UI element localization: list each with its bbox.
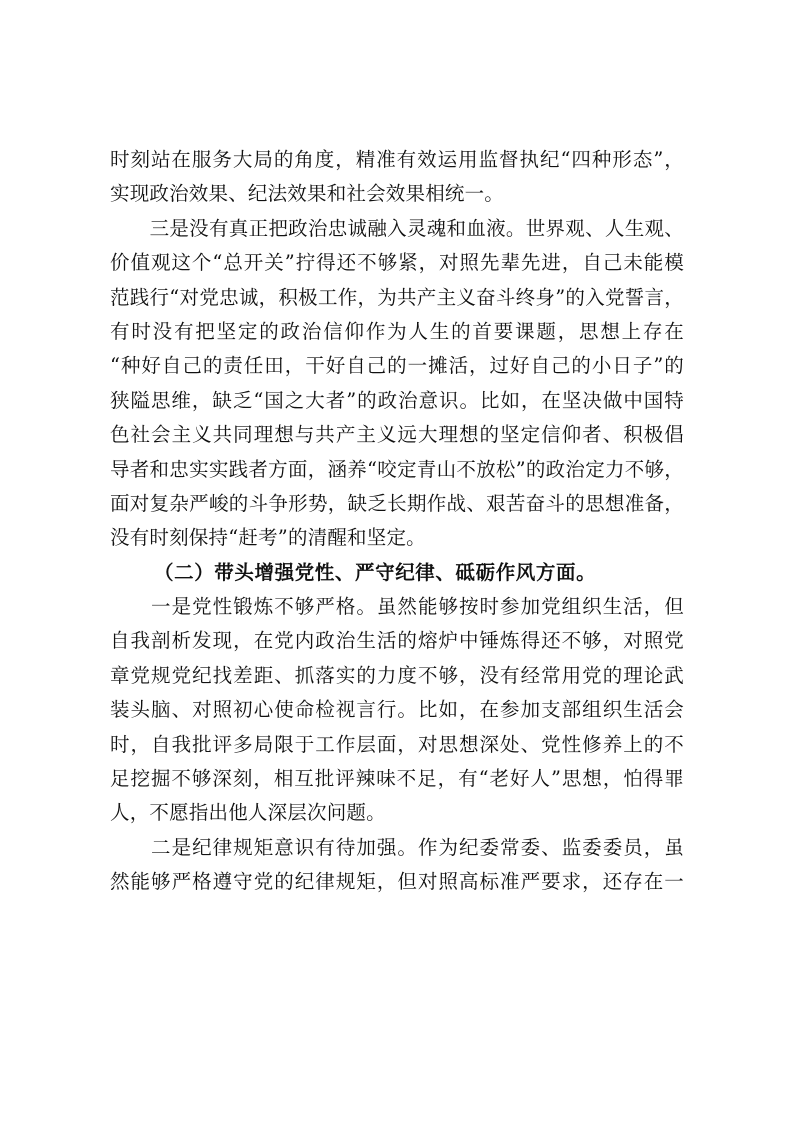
paragraph-continuation: [110, 143, 684, 212]
text-line: 导者和忠实实践者方面，涵养“咬定青山不放松”的政治定力不够，: [110, 457, 684, 481]
text-line: 价值观这个“总开关”拧得还不够紧，对照先辈先进，自己未能模: [110, 251, 684, 275]
paragraph-discipline: [110, 831, 684, 900]
text-line: 自我剖析发现，在党内政治生活的熔炉中锤炼得还不够，对照党: [110, 629, 684, 653]
text-line: 一是党性锻炼不够严格。虽然能够按时参加党组织生活，但: [110, 595, 684, 619]
text-line: 三是没有真正把政治忠诚融入灵魂和血液。世界观、人生观、: [110, 216, 684, 240]
paragraph-party-spirit: [110, 590, 684, 831]
text-line: 实现政治效果、纪法效果和社会效果相统一。: [110, 182, 505, 206]
document-page: [110, 143, 684, 900]
text-line: 然能够严格遵守党的纪律规矩，但对照高标准严要求，还存在一: [110, 870, 684, 894]
text-line: 人，不愿指出他人深层次问题。: [110, 801, 386, 825]
text-line: 范践行“对党忠诚，积极工作，为共产主义奋斗终身”的入党誓言，: [110, 285, 684, 309]
text-line: 时，自我批评多局限于工作层面，对思想深处、党性修养上的不: [110, 732, 684, 756]
text-line: “种好自己的责任田，干好自己的一摊活，过好自己的小日子”的: [110, 354, 684, 378]
paragraph-political-loyalty: [110, 212, 684, 556]
text-line: 装头脑、对照初心使命检视言行。比如，在参加支部组织生活会: [110, 698, 684, 722]
text-line: 有时没有把坚定的政治信仰作为人生的首要课题，思想上存在: [110, 319, 684, 343]
text-line: 章党规党纪找差距、抓落实的力度不够，没有经常用党的理论武: [110, 663, 684, 687]
text-line: 时刻站在服务大局的角度，精准有效运用监督执纪“四种形态”，: [110, 148, 684, 171]
text-line: 色社会主义共同理想与共产主义远大理想的坚定信仰者、积极倡: [110, 423, 684, 447]
text-line: 没有时刻保持“赶考”的清醒和坚定。: [110, 526, 426, 550]
text-line: 面对复杂严峻的斗争形势，缺乏长期作战、艰苦奋斗的思想准备，: [110, 491, 684, 515]
section-heading: （二）带头增强党性、严守纪律、砥砺作风方面。: [154, 560, 597, 584]
text-line: 二是纪律规矩意识有待加强。作为纪委常委、监委委员，虽: [110, 835, 684, 859]
text-line: 狭隘思维，缺乏“国之大者”的政治意识。比如，在坚决做中国特: [110, 388, 684, 412]
text-line: 足挖掘不够深刻，相互批评辣味不足，有“老好人”思想，怕得罪: [110, 767, 684, 791]
